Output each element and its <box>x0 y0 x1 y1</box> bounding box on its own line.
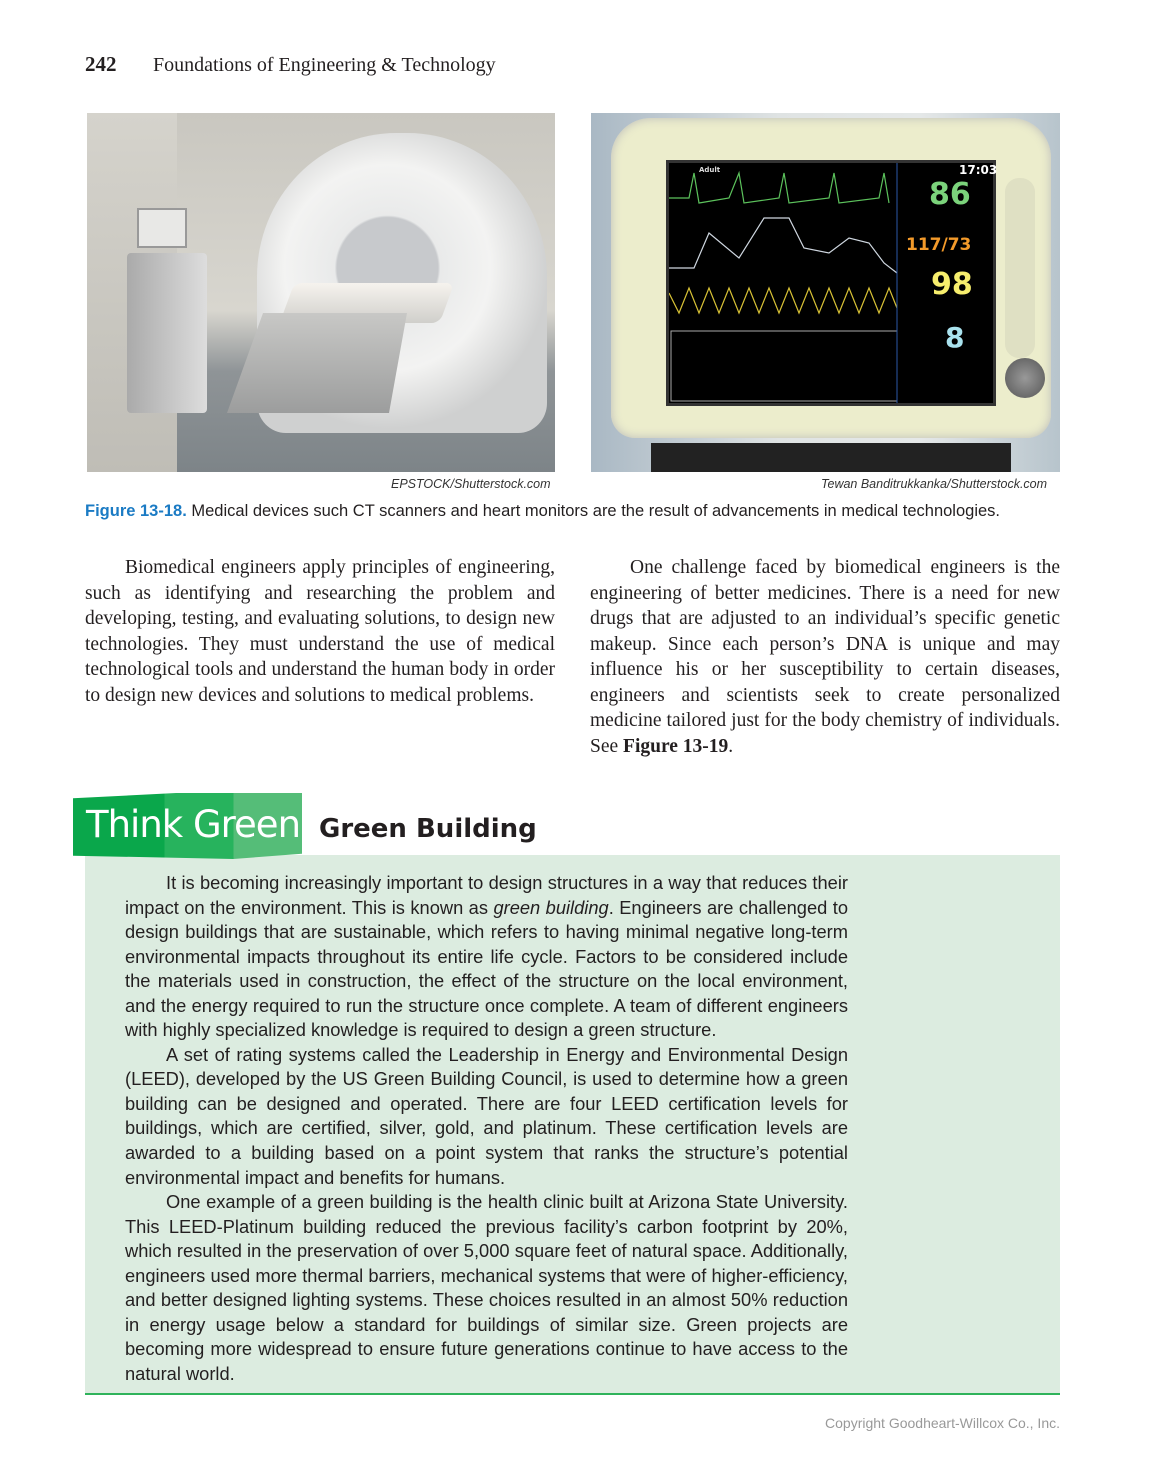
nibp-value: 117/73 <box>906 235 972 255</box>
ecg-value: 86 <box>929 177 971 212</box>
mri-scanner-photo <box>87 113 555 472</box>
figure-caption <box>85 502 1000 521</box>
body-paragraph-left: Biomedical engineers apply principles of engineering, such as identifying and researching the problem and developing, testing, and evaluating solutions, to design new technologies. They must understand the use of medical technological tools and understand the human body in order to design new devices and solutions to medical problems. <box>85 557 555 706</box>
feature-title: Green Building <box>319 814 537 844</box>
emphasis: green building <box>493 896 609 918</box>
figure-label: Figure 13-18. <box>85 502 187 520</box>
book-title: Foundations of Engineering & Technology <box>153 54 496 76</box>
heart-monitor-photo <box>591 113 1060 472</box>
text: . Engineers are challenged to design buildings that are sustainable, which refers to having minimal negative long-term environmental impacts throughout its entire life cycle. Factors to be considered include the materials used in construction, the effect of the structure on the local environment, and the energy required to run the structure once complete. A team of different engineers with highly specialized knowledge is required to design a green structure. <box>125 896 848 1041</box>
text: It is becoming increasingly important to design structures in a way that reduces their impact on the environment. This is known as <box>125 872 848 918</box>
monitor-mode: Adult <box>699 166 721 174</box>
photo-credit-left: EPSTOCK/Shutterstock.com <box>391 477 551 491</box>
caption-text: Medical devices such CT scanners and heart monitors are the result of advancements in medical technologies. <box>186 502 1000 520</box>
copyright: Copyright Goodheart-Willcox Co., Inc. <box>825 1415 1060 1431</box>
figure-reference: Figure 13-19 <box>623 735 729 757</box>
feature-paragraph <box>125 871 848 1043</box>
paragraph-end: . <box>728 735 734 757</box>
body-paragraph-right <box>590 555 1060 759</box>
monitor-time: 17:03 <box>959 163 998 177</box>
think-green-label: Think Green <box>86 803 301 846</box>
feature-paragraph: One example of a green building is the health clinic built at Arizona State University. This LEED-Platinum building reduced the previous facility’s carbon footprint by 20%, which resulted in the preservation of over 5,000 square feet of natural space. Additionally, engineers used more thermal barriers, mechanical systems that were of higher-efficiency, and better designed lighting systems. These choices resulted in an almost 50% reduction in energy usage below a standard for buildings of similar size. Green projects are becoming more widespread to ensure future generations continue to have access to the natural world. <box>125 1191 848 1384</box>
page-number: 242 <box>85 52 117 76</box>
spo2-value: 98 <box>931 267 973 302</box>
think-green-text <box>125 871 848 1386</box>
photo-credit-right: Tewan Banditrukkanka/Shutterstock.com <box>821 477 1048 491</box>
paragraph-text: One challenge faced by biomedical engineers is the engineering of better medicines. There is a need for new drugs that are adjusted to an individual’s specific genetic makeup. Since each person’s DNA is unique and may influence his or her susceptibility to certain diseases, engineers and scientists seek to create personalized medicine tailored just for the body chemistry of individuals. See <box>590 557 1060 757</box>
monitor-screen <box>666 160 996 406</box>
feature-paragraph: A set of rating systems called the Leadership in Energy and Environmental Design (LEED), developed by the US Green Building Council, is used to determine how a green building can be designed and operated. There are four LEED certification levels for buildings, which are certified, silver, gold, and platinum. These certification levels are awarded to a building based on a point system that ranks the structure’s potential environmental impact and benefits for humans. <box>125 1043 848 1188</box>
rr-value: 8 <box>945 321 965 354</box>
